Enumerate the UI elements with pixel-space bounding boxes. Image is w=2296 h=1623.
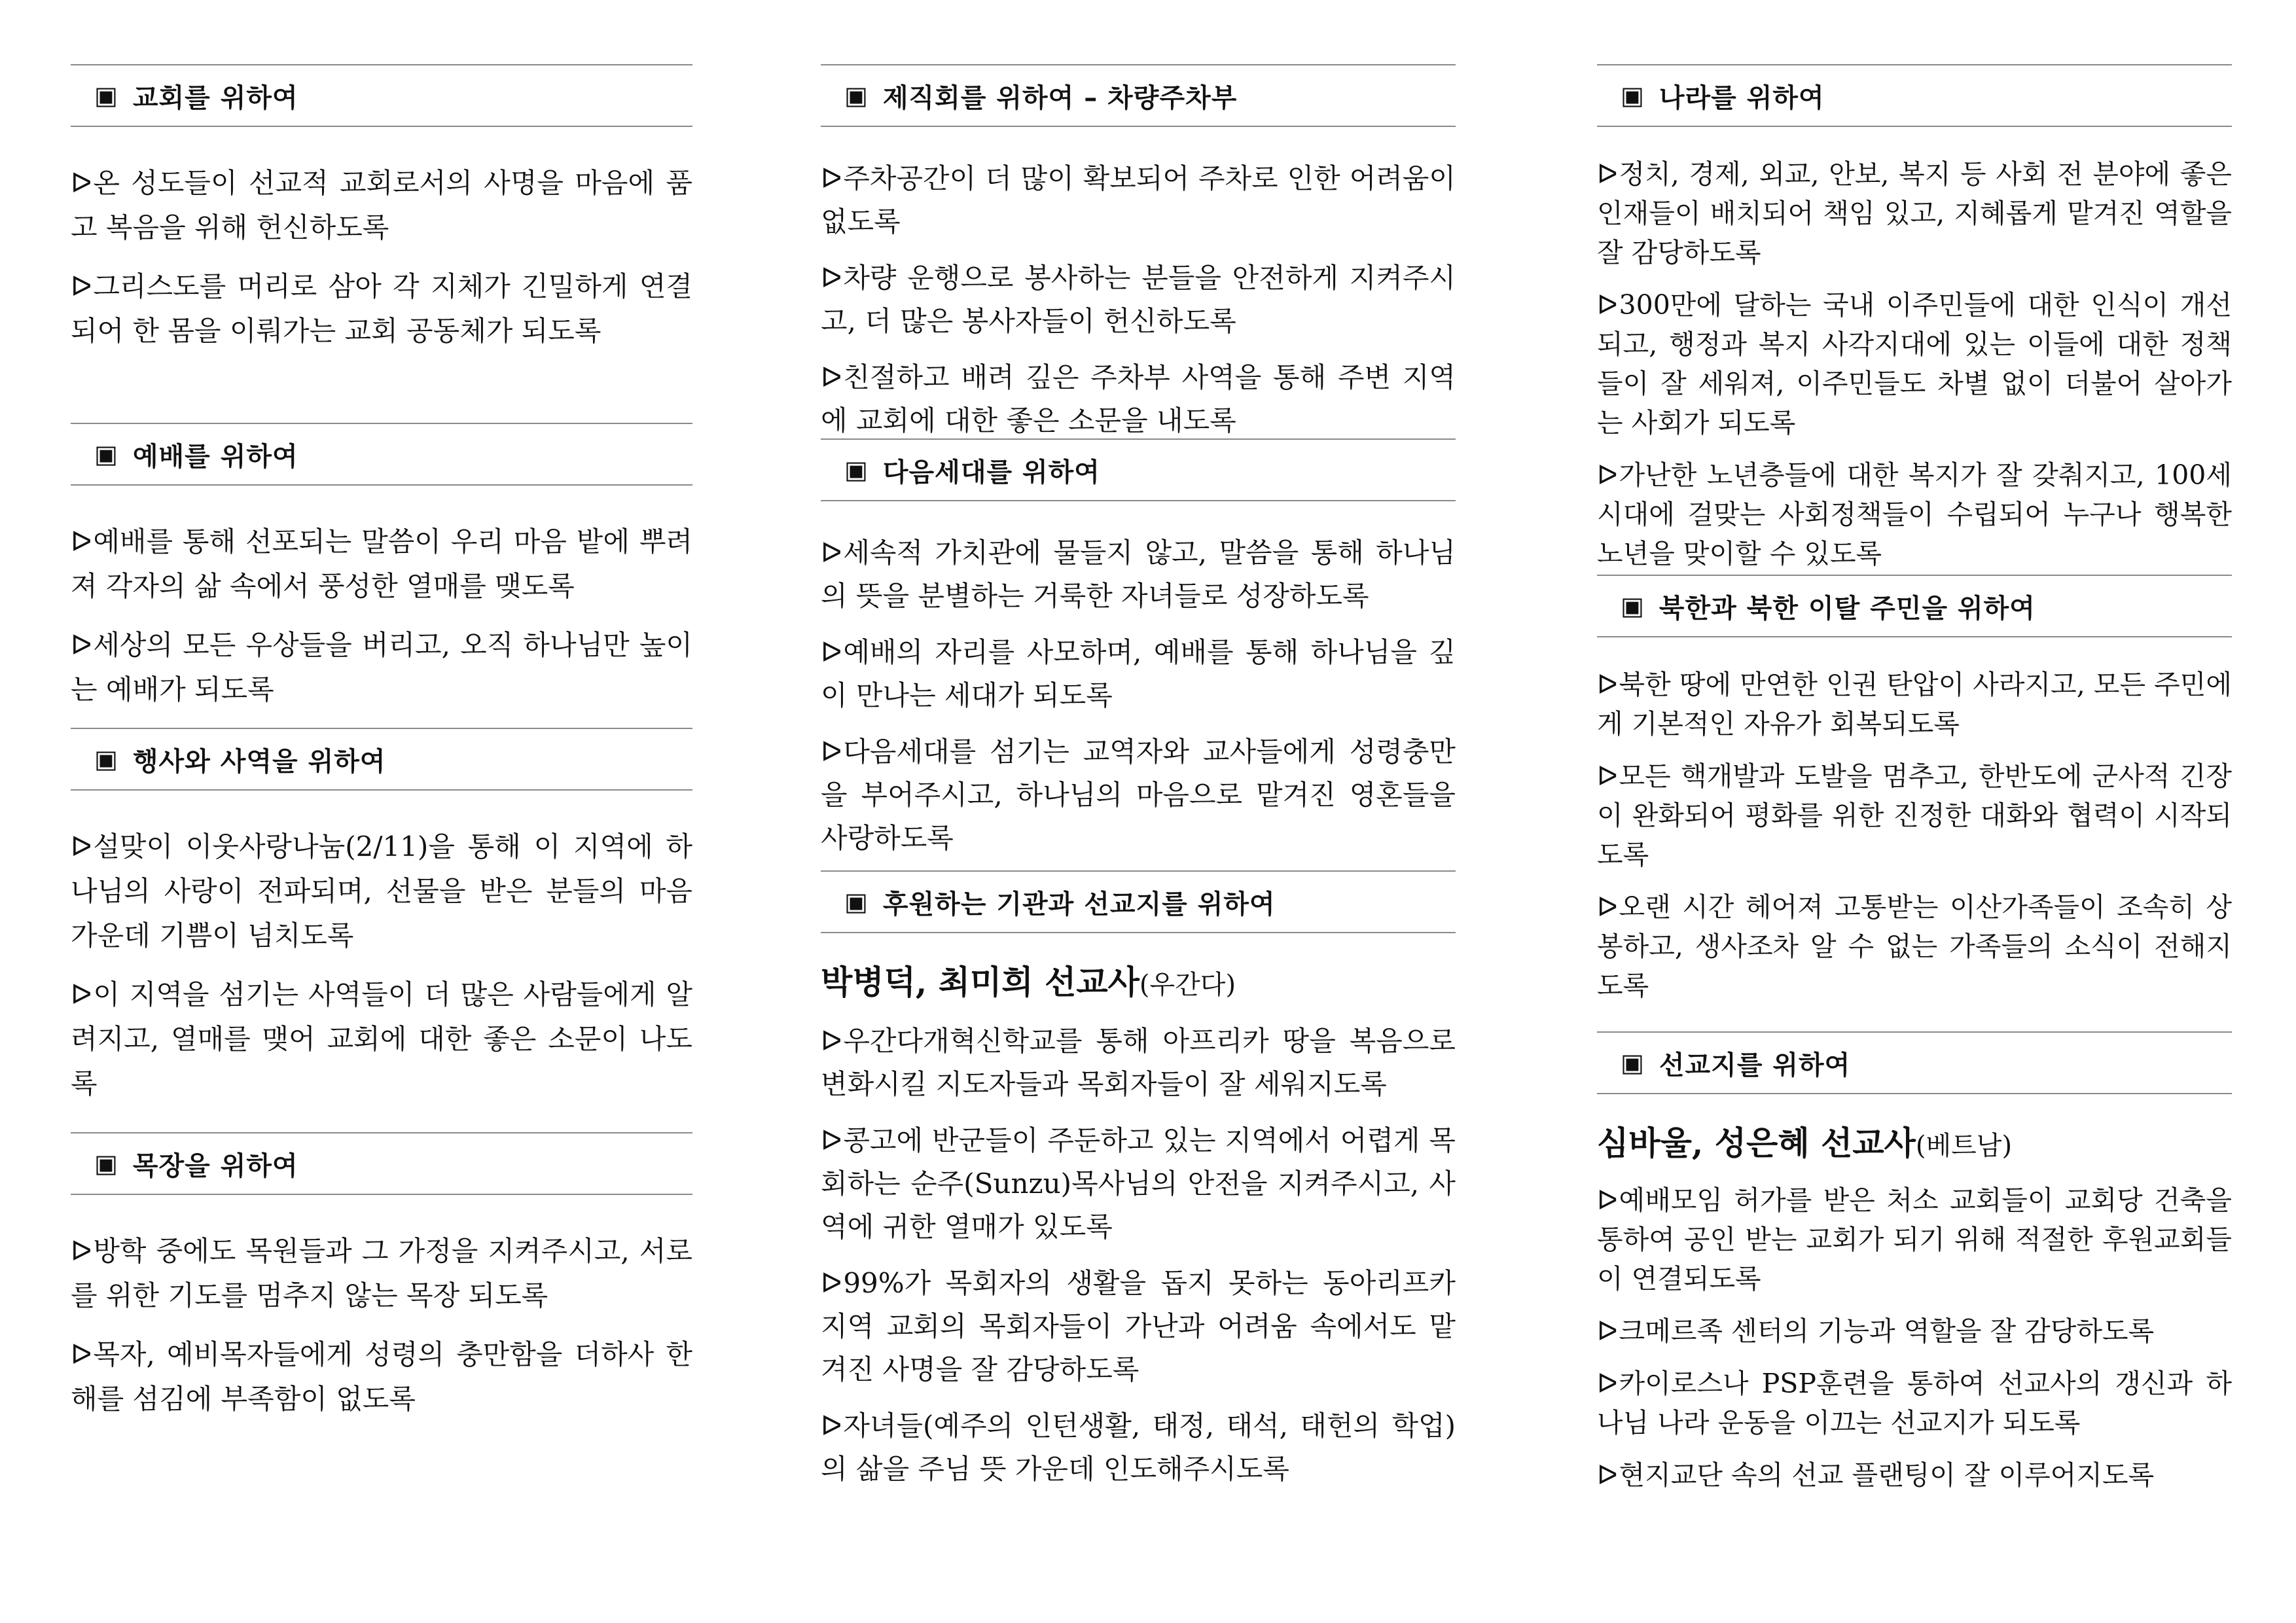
triangle-bullet-icon: ᐅ (821, 262, 842, 294)
section-north-korea (1597, 575, 2232, 1031)
section-worship (71, 423, 692, 728)
prayer-item: ᐅ현지교단 속의 선교 플랜팅이 잘 이루어지도록 (1597, 1459, 2155, 1491)
prayer-item: ᐅ오랜 시간 헤어져 고통받는 이산가족들이 조속히 상봉하고, 생사조차 알 수 없는 가족들의 소식이 전해지도록 (1597, 891, 2232, 1001)
prayer-item: ᐅ방학 중에도 목원들과 그 가정을 지켜주시고, 서로를 위한 기도를 멈추지 않는 목장 되도록 (71, 1235, 692, 1311)
triangle-bullet-icon: ᐅ (1597, 891, 1618, 923)
prayer-item: ᐅ예배를 통해 선포되는 말씀이 우리 마음 밭에 뿌려져 각자의 삶 속에서 풍성한 열매를 맺도록 (71, 526, 692, 602)
section-title: 교회를 위하여 (132, 82, 298, 113)
triangle-bullet-icon: ᐅ (821, 537, 842, 569)
section-header (1597, 1031, 2232, 1094)
section-title: 행사와 사역을 위하여 (132, 746, 386, 777)
section-mission-field (1597, 1031, 2232, 1495)
prayer-item: ᐅ세속적 가치관에 물들지 않고, 말씀을 통해 하나님의 뜻을 분별하는 거룩한 자녀들로 성장하도록 (821, 537, 1456, 612)
prayer-item: ᐅ주차공간이 더 많이 확보되어 주차로 인한 어려움이 없도록 (821, 162, 1456, 238)
triangle-bullet-icon: ᐅ (821, 736, 842, 768)
triangle-bullet-icon: ᐅ (821, 162, 842, 194)
prayer-item: ᐅ설맞이 이웃사랑나눔(2/11)을 통해 이 지역에 하나님의 사랑이 전파되며, 선물을 받은 분들의 마음 가운데 기쁨이 넘치도록 (71, 830, 692, 952)
prayer-item: ᐅ모든 핵개발과 도발을 멈추고, 한반도에 군사적 긴장이 완화되어 평화를 위한 진정한 대화와 협력이 시작되도록 (1597, 760, 2232, 870)
section-nation (1597, 64, 2232, 575)
triangle-bullet-icon: ᐅ (71, 1235, 92, 1267)
prayer-item: ᐅ이 지역을 섬기는 사역들이 더 많은 사람들에게 알려지고, 열매를 맺어 교회에 대한 좋은 소문이 나도록 (71, 978, 692, 1099)
section-title: 목장을 위하여 (132, 1150, 298, 1181)
prayer-item: ᐅ목자, 예비목자들에게 성령의 충만함을 더하사 한해를 섬김에 부족함이 없도록 (71, 1338, 692, 1415)
square-marker-icon: ▣ (1621, 592, 1645, 620)
column-3 (1597, 64, 2232, 1495)
triangle-bullet-icon: ᐅ (1597, 1315, 1618, 1347)
prayer-item: ᐅ99%가 목회자의 생활을 돕지 못하는 동아리프카 지역 교회의 목회자들이 가난과 어려움 속에서도 맡겨진 사명을 잘 감당하도록 (821, 1267, 1456, 1385)
triangle-bullet-icon: ᐅ (1597, 1368, 1618, 1399)
section-events (71, 728, 692, 1132)
section-title: 제직회를 위하여 – 차량주차부 (882, 82, 1238, 113)
square-marker-icon: ▣ (94, 81, 118, 110)
section-header (71, 423, 692, 486)
section-deacons (821, 64, 1456, 438)
section-header (1597, 575, 2232, 637)
section-title: 선교지를 위하여 (1659, 1050, 1851, 1080)
section-header (71, 728, 692, 791)
triangle-bullet-icon: ᐅ (821, 1025, 842, 1057)
triangle-bullet-icon: ᐅ (1597, 289, 1618, 321)
prayer-item: ᐅ300만에 달하는 국내 이주민들에 대한 인식이 개선되고, 행정과 복지 사각지대에 있는 이들에 대한 정책들이 잘 세워져, 이주민들도 차별 없이 더불어 살아가는 사회가 되도록 (1597, 289, 2232, 438)
prayer-item: ᐅ크메르족 센터의 기능과 역할을 잘 감당하도록 (1597, 1315, 2155, 1347)
prayer-item: ᐅ친절하고 배려 깊은 주차부 사역을 통해 주변 지역에 교회에 대한 좋은 소문을 내도록 (821, 361, 1456, 437)
triangle-bullet-icon: ᐅ (71, 830, 92, 863)
prayer-item: ᐅ카이로스나 PSP훈련을 통하여 선교사의 갱신과 하나님 나라 운동을 이끄는 선교지가 되도록 (1597, 1368, 2232, 1438)
prayer-item: ᐅ그리스도를 머리로 삼아 각 지체가 긴밀하게 연결되어 한 몸을 이뤄가는 교회 공동체가 되도록 (71, 270, 692, 347)
triangle-bullet-icon: ᐅ (71, 270, 92, 302)
square-marker-icon: ▣ (844, 81, 869, 110)
triangle-bullet-icon: ᐅ (1597, 1459, 1618, 1491)
triangle-bullet-icon: ᐅ (1597, 459, 1618, 491)
square-marker-icon: ▣ (94, 745, 118, 774)
prayer-item: ᐅ북한 땅에 만연한 인권 탄압이 사라지고, 모든 주민에게 기본적인 자유가 회복되도록 (1597, 669, 2232, 740)
section-church (71, 64, 692, 423)
square-marker-icon: ▣ (1621, 1048, 1645, 1077)
triangle-bullet-icon: ᐅ (71, 167, 92, 199)
section-title: 다음세대를 위하여 (882, 457, 1100, 488)
triangle-bullet-icon: ᐅ (71, 978, 92, 1010)
triangle-bullet-icon: ᐅ (821, 1267, 842, 1299)
triangle-bullet-icon: ᐅ (71, 1338, 92, 1370)
section-header (71, 1132, 692, 1195)
square-marker-icon: ▣ (1621, 81, 1645, 110)
triangle-bullet-icon: ᐅ (71, 629, 92, 661)
section-title: 후원하는 기관과 선교지를 위하여 (882, 889, 1276, 919)
triangle-bullet-icon: ᐅ (71, 526, 92, 558)
missionary-name: 심바울, 성은혜 선교사(베트남) (1597, 1124, 2013, 1162)
prayer-item: ᐅ차량 운행으로 봉사하는 분들을 안전하게 지켜주시고, 더 많은 봉사자들이 헌신하도록 (821, 262, 1456, 337)
triangle-bullet-icon: ᐅ (821, 1124, 842, 1156)
triangle-bullet-icon: ᐅ (1597, 669, 1618, 700)
section-supported-missions (821, 870, 1456, 1491)
prayer-item: ᐅ다음세대를 섬기는 교역자와 교사들에게 성령충만을 부어주시고, 하나님의 마음으로 맡겨진 영혼들을 사랑하도록 (821, 736, 1456, 854)
section-header (821, 64, 1456, 127)
prayer-item: ᐅ우간다개혁신학교를 통해 아프리카 땅을 복음으로 변화시킬 지도자들과 목회자들이 잘 세워지도록 (821, 1025, 1456, 1100)
section-header (821, 438, 1456, 501)
missionary-country: (베트남) (1915, 1131, 2013, 1161)
column-2 (821, 64, 1456, 1491)
section-header (821, 870, 1456, 933)
square-marker-icon: ▣ (94, 1149, 118, 1178)
section-title: 나라를 위하여 (1659, 82, 1825, 113)
square-marker-icon: ▣ (94, 440, 118, 469)
missionary-country: (우간다) (1139, 970, 1236, 1000)
prayer-item: ᐅ예배의 자리를 사모하며, 예배를 통해 하나님을 깊이 만나는 세대가 되도록 (821, 636, 1456, 711)
triangle-bullet-icon: ᐅ (1597, 1185, 1618, 1216)
square-marker-icon: ▣ (844, 887, 869, 916)
section-title: 북한과 북한 이탈 주민을 위하여 (1659, 593, 2036, 624)
triangle-bullet-icon: ᐅ (821, 361, 842, 393)
column-1 (71, 64, 692, 1421)
triangle-bullet-icon: ᐅ (821, 1410, 842, 1442)
prayer-item: ᐅ예배모임 허가를 받은 처소 교회들이 교회당 건축을 통하여 공인 받는 교회가 되기 위해 적절한 후원교회들이 연결되도록 (1597, 1185, 2232, 1294)
prayer-item: ᐅ콩고에 반군들이 주둔하고 있는 지역에서 어렵게 목회하는 순주(Sunzu)목사님의 안전을 지켜주시고, 사역에 귀한 열매가 있도록 (821, 1124, 1456, 1243)
section-header (71, 64, 692, 127)
prayer-item: ᐅ자녀들(예주의 인턴생활, 태정, 태석, 태헌의 학업)의 삶을 주님 뜻 가운데 인도해주시도록 (821, 1410, 1456, 1485)
triangle-bullet-icon: ᐅ (1597, 158, 1618, 190)
prayer-item: ᐅ가난한 노년층들에 대한 복지가 잘 갖춰지고, 100세 시대에 걸맞는 사회정책들이 수립되어 누구나 행복한 노년을 맞이할 수 있도록 (1597, 459, 2232, 569)
square-marker-icon: ▣ (844, 455, 869, 484)
prayer-item: ᐅ온 성도들이 선교적 교회로서의 사명을 마음에 품고 복음을 위해 헌신하도록 (71, 167, 692, 243)
section-next-generation (821, 438, 1456, 870)
prayer-item: ᐅ세상의 모든 우상들을 버리고, 오직 하나님만 높이는 예배가 되도록 (71, 629, 692, 705)
triangle-bullet-icon: ᐅ (821, 636, 842, 668)
section-title: 예배를 위하여 (132, 441, 298, 472)
section-header (1597, 64, 2232, 127)
missionary-name: 박병덕, 최미희 선교사(우간다) (821, 963, 1236, 1001)
prayer-item: ᐅ정치, 경제, 외교, 안보, 복지 등 사회 전 분야에 좋은 인재들이 배치되어 책임 있고, 지혜롭게 맡겨진 역할을 잘 감당하도록 (1597, 158, 2232, 268)
section-mokjang (71, 1132, 692, 1421)
triangle-bullet-icon: ᐅ (1597, 760, 1618, 792)
